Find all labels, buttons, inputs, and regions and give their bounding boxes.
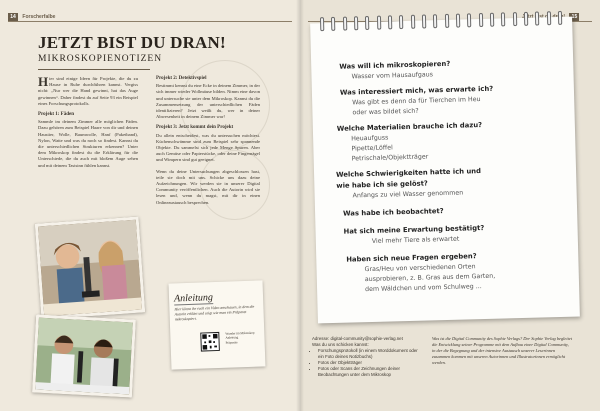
contact-list	[312, 348, 424, 378]
notebook-answer-7a: Gras/Heu von verschiedenen Orten	[364, 263, 476, 274]
project-3: Projekt 3: Jetzt kommt dein Projekt Du allein entscheidest, was du untersuchen möchtest. Küchenschwämme sind zum Beispiel sehr spannende Objekte. Du sammelst sich jede Menge Spuren. Aber auch Gemüse oder Papierstücke, oder deine Fingernägel und Wimpern sind gut geeignet.	[156, 125, 260, 163]
project-1-title: Projekt 1: Fäden	[38, 112, 75, 118]
page-subtitle: MIKROSKOPIENOTIZEN	[38, 54, 163, 64]
notebook-answer-1: Wasser vom Hausaufgaus	[351, 71, 434, 81]
notebook-answer-6: Viel mehr Tiere als erwartet	[371, 235, 460, 245]
notebook-question-5: Was habe ich beobachtet?	[343, 207, 444, 218]
qr-caption: Wunder im Mikroskop Anleitung Präparate	[225, 330, 255, 345]
notebook-answer-2b: oder was bildet sich?	[352, 107, 419, 117]
list-item: • Fotos der Objektträger	[318, 360, 424, 366]
notebook-page	[310, 17, 580, 324]
notebook-answer-7c: dem Wäldchen und vom Schulweg ...	[365, 283, 482, 294]
notebook-question-4a: Welche Schwierigkeiten hatte ich und	[335, 167, 482, 179]
instruction-note-card	[169, 280, 266, 369]
notebook-answer-3a: Heuaufguss	[351, 134, 389, 143]
community-info: Was ist die Digital Community des Sophie Verlags? Der Sophie Verlag begleitet die Entwicklung seiner Programme mit dem Aufbau einer Digital Community, in der die Begegnung und der intensive Austausch unserer Leserinnen zusammen kommen mit unseren Autorinnen und Illustratorinnen ermöglicht werden.	[432, 336, 572, 365]
notebook-question-3: Welche Materialien brauche ich dazu?	[336, 121, 483, 133]
qr-code-icon[interactable]	[200, 332, 220, 352]
project-1: Projekt 1: Fäden Sammle im deinem Zimmer alle möglichen Fäden. Dazu gehören zum Beispiel Haare von dir und deinen Haustier, Wolle, Baumwolle, Hanf (Paketband), Nylon, Watte und was du noch so findest. Kannst du die unterschiedlichen Strukturen erkennen? Unter dem Mikroskop findest du die Erklärung für die Unterschiede, die du auch mit bloßem Auge sehen und mit deinem Tastsinn fühlen kannst.	[38, 112, 138, 168]
notebook-question-4b: wie habe ich sie gelöst?	[336, 179, 428, 190]
section-label: Forscherfalbe	[22, 14, 56, 20]
notebook-answer-3b: Pipette/Löffel	[351, 144, 393, 153]
note-text: Hier könnt ihr euch ein Video anschauen, in dem die Autorin erklärt und zeigt wie man ein Präparat mikroskopiert.	[174, 304, 255, 322]
contact-address: Adresse: digital-community@sophie-verlag.net	[312, 336, 403, 341]
list-item: • Forschungsprotokoll (in einem Worddokument oder ein Foto deines Notizbuchs)	[318, 348, 424, 360]
page-number: 15	[569, 13, 579, 21]
project-2: Projekt 2: Detektivspiel Bestimmt kennst du eine Ecke in deinem Zimmer, in der sich immer wieder Wollmäuse bilden. Nimm eine davon und untersuche sie unter dem Mikroskop. Kannst du die Zusammensetzung der unterschiedlichen Fäden identifizieren? Jetzt weißt du, wer in deiner Abwesenheit in deinem Zimmer war!	[156, 76, 260, 120]
notebook-question-2: Was interessiert mich, was erwarte ich?	[339, 84, 494, 97]
drop-cap: H	[38, 74, 49, 89]
left-column	[38, 76, 138, 174]
photo-kids-with-microscopes	[32, 314, 136, 397]
contact-lead: Was du uns schicken kannst:	[312, 342, 369, 347]
project-3-title: Projekt 3: Jetzt kommt dein Projekt	[156, 125, 234, 131]
note-title: Anleitung	[173, 292, 214, 305]
notebook-question-7: Haben sich neue Fragen ergeben?	[346, 252, 477, 264]
sharing-paragraph: Wenn du deine Untersuchungen abgeschlossen hast, teile sie doch mit uns. Schicke uns dazu deine Aufzeichnungen. Wir werden sie in unserer Digital Community veröffentlichen. Auch die Autorin wird sie lesen und, wenn du magst, mit dir in einen Onlineaustausch besprechen.	[156, 168, 260, 205]
page-number: 14	[8, 13, 18, 21]
contact-info	[312, 336, 424, 378]
photo-children-microscope	[35, 216, 145, 319]
notebook-answer-4: Anfangs zu viel Wasser genommen	[352, 189, 464, 200]
right-column	[156, 76, 260, 211]
list-item: • Fotos oder Scans der Zeichnungen deiner Beobachtungen unter dem Mikroskop	[318, 366, 424, 378]
notebook-question-6: Hat sich meine Erwartung bestätigt?	[343, 223, 485, 236]
notebook-question-1: Was will ich mikroskopieren?	[339, 59, 451, 71]
project-2-title: Projekt 2: Detektivspiel	[156, 76, 207, 81]
notebook-answer-2a: Was gibt es denn da für Tierchen im Heu	[352, 96, 481, 107]
intro-paragraph: Hier sind einige Ideen für Projekte, die du zu Hause in Ruhe durchführen kannst. Vergiss nicht: „Nur wer die Hand gewinnt, hat das Auge gewinnen“. Daher findest du auf Seite 93 ein Beispiel eines Forschungsprotokolls.	[38, 74, 138, 106]
notebook-answer-7b: ausprobieren, z. B. Gras aus dem Garten,	[364, 272, 496, 284]
notebook-answer-3c: Petrischale/Objektträger	[351, 153, 429, 163]
page-title: JETZT BIST DU DRAN!	[38, 33, 226, 52]
